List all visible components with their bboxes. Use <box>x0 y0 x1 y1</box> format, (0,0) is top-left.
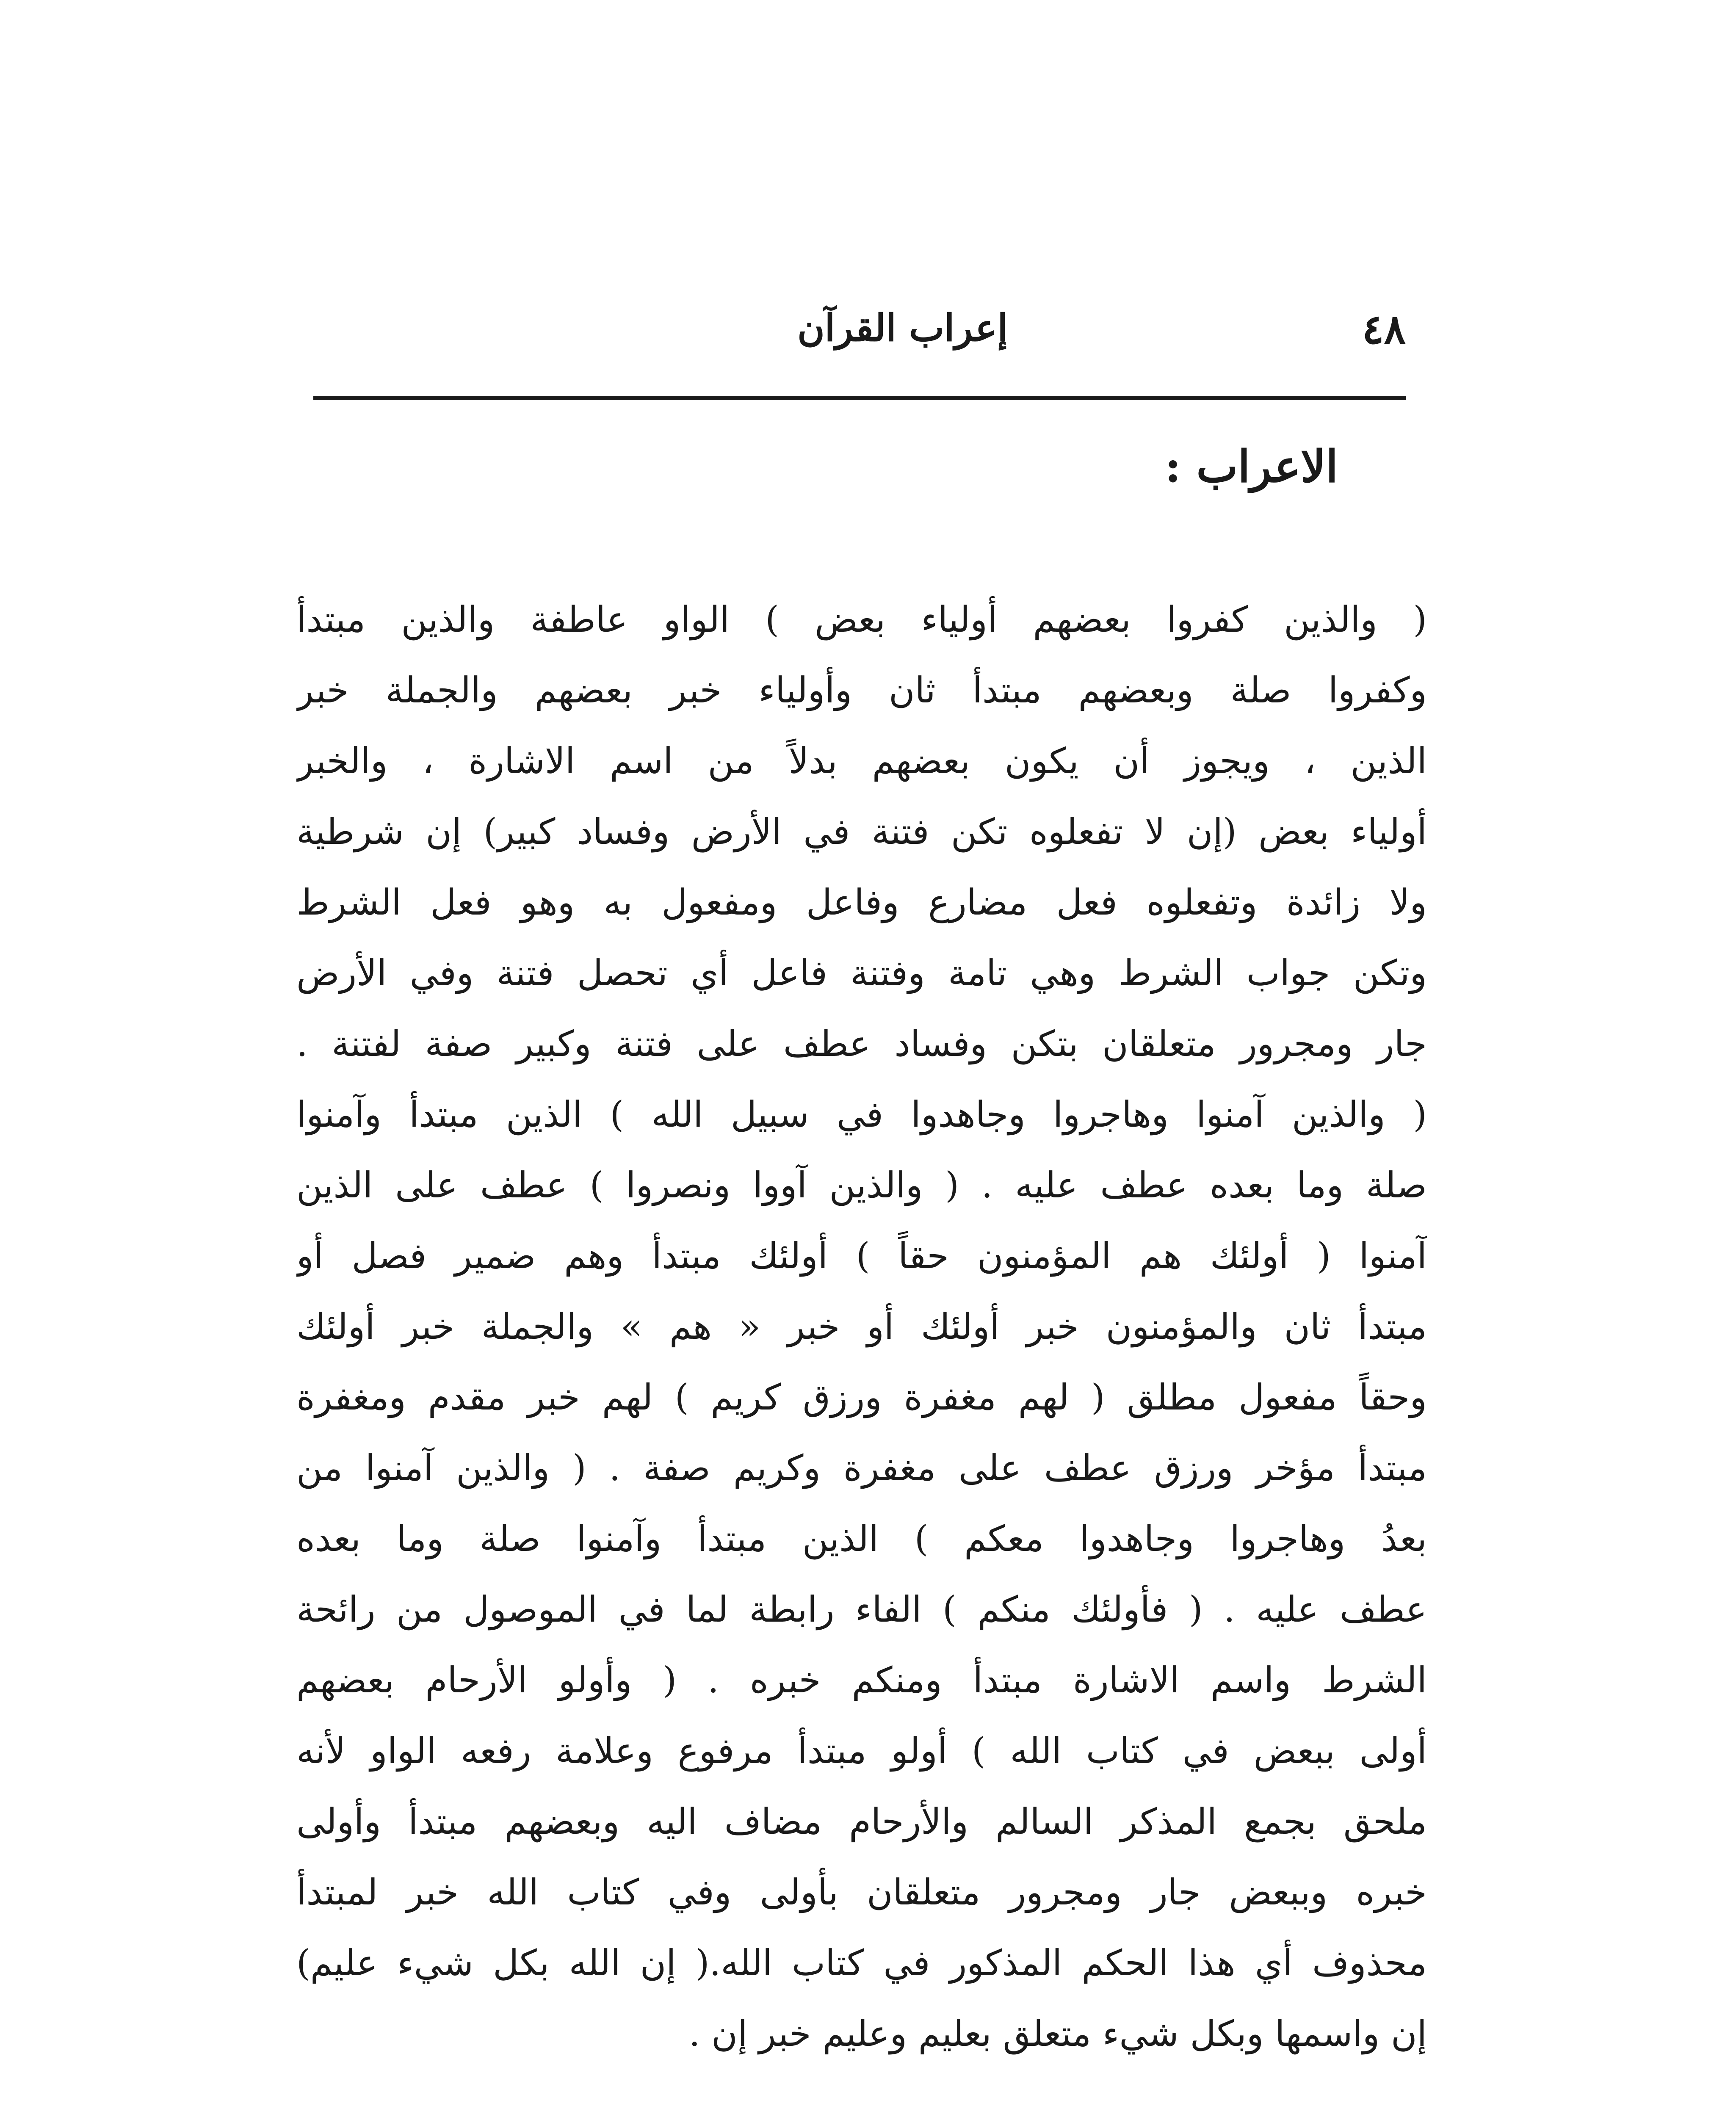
text-line: جار ومجرور متعلقان بتكن وفساد عطف على فتنة وكبير صفة لفتنة . <box>296 1023 1427 1064</box>
text-line: صلة وما بعده عطف عليه . ( والذين آووا ونصروا ) عطف على الذين <box>296 1164 1427 1206</box>
text-line: ( والذين آمنوا وهاجروا وجاهدوا في سبيل الله ) الذين مبتدأ وآمنوا <box>296 1094 1427 1135</box>
book-title: إعراب القرآن <box>797 306 1008 350</box>
text-line: الذين ، ويجوز أن يكون بعضهم بدلاً من اسم الاشارة ، والخبر <box>296 740 1427 782</box>
text-line: الشرط واسم الاشارة مبتدأ ومنكم خبره . ( وأولو الأرحام بعضهم <box>296 1659 1427 1701</box>
text-line: وتكن جواب الشرط وهي تامة وفتنة فاعل أي تحصل فتنة وفي الأرض <box>296 952 1427 994</box>
body-text <box>296 584 1427 2069</box>
text-line: مبتدأ مؤخر ورزق عطف على مغفرة وكريم صفة . ( والذين آمنوا من <box>296 1447 1427 1489</box>
text-line: خبره وببعض جار ومجرور متعلقان بأولى وفي كتاب الله خبر لمبتدأ <box>296 1871 1427 1913</box>
section-heading: الاعراب : <box>1164 440 1338 492</box>
text-line: ملحق بجمع المذكر السالم والأرحام مضاف اليه وبعضهم مبتدأ وأولى <box>296 1801 1427 1842</box>
text-line: آمنوا ( أولئك هم المؤمنون حقاً ) أولئك مبتدأ وهم ضمير فصل أو <box>296 1235 1427 1277</box>
header-rule <box>313 396 1406 400</box>
text-line: مبتدأ ثان والمؤمنون خبر أولئك أو خبر « هم » والجملة خبر أولئك <box>296 1306 1427 1347</box>
text-line: محذوف أي هذا الحكم المذكور في كتاب الله.( إن الله بكل شيء عليم) <box>296 1942 1427 1984</box>
text-line: أولى ببعض في كتاب الله ) أولو مبتدأ مرفوع وعلامة رفعه الواو لأنه <box>296 1730 1427 1772</box>
running-header <box>313 292 1406 377</box>
text-line: ولا زائدة وتفعلوه فعل مضارع وفاعل ومفعول به وهو فعل الشرط <box>296 882 1427 923</box>
text-line: وحقاً مفعول مطلق ( لهم مغفرة ورزق كريم ) لهم خبر مقدم ومغفرة <box>296 1376 1427 1418</box>
text-line: عطف عليه . ( فأولئك منكم ) الفاء رابطة لما في الموصول من رائحة <box>296 1589 1427 1630</box>
text-line: أولياء بعض (إن لا تفعلوه تكن فتنة في الأرض وفساد كبير) إن شرطية <box>296 811 1427 852</box>
text-line: بعدُ وهاجروا وجاهدوا معكم ) الذين مبتدأ وآمنوا صلة وما بعده <box>296 1518 1427 1559</box>
text-line: ( والذين كفروا بعضهم أولياء بعض ) الواو عاطفة والذين مبتدأ <box>296 599 1427 640</box>
text-line: إن واسمها وبكل شيء متعلق بعليم وعليم خبر إن . <box>688 2013 1427 2054</box>
text-line: وكفروا صلة وبعضهم مبتدأ ثان وأولياء خبر بعضهم والجملة خبر <box>296 669 1427 711</box>
page-number: ٤٨ <box>1362 305 1406 353</box>
